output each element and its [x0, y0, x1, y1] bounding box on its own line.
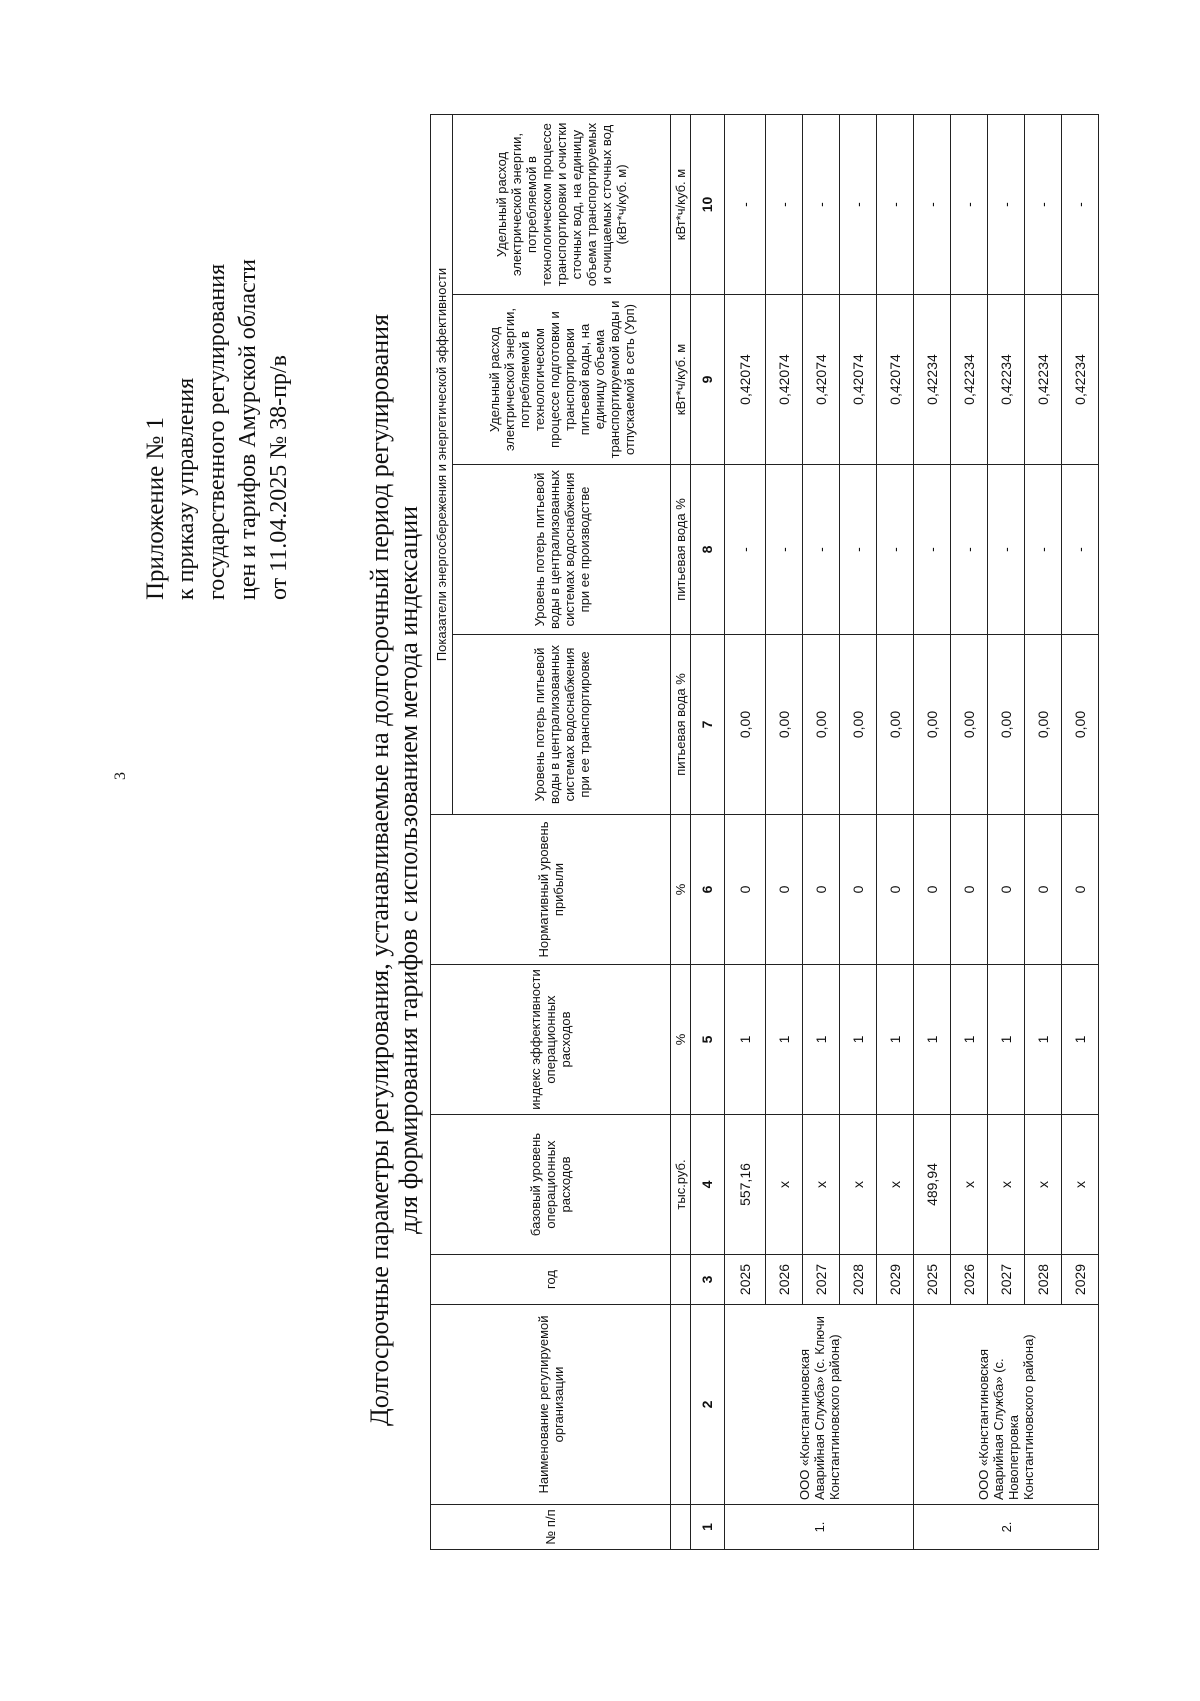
header-num: № п/п — [431, 1505, 671, 1550]
column-number: 10 — [691, 114, 725, 294]
energy-sewage-cell: - — [877, 114, 914, 294]
parameters-table — [430, 114, 1099, 1550]
profit-level-cell: 0 — [803, 815, 840, 965]
year-cell: 2027 — [803, 1255, 840, 1305]
loss-production-cell: - — [988, 465, 1025, 635]
unit-base: тыс.руб. — [671, 1115, 691, 1255]
base-opex-cell: x — [1025, 1115, 1062, 1255]
year-cell: 2029 — [877, 1255, 914, 1305]
column-number: 4 — [691, 1115, 725, 1255]
row-number: 2. — [914, 1505, 1099, 1550]
loss-transport-cell: 0,00 — [914, 635, 951, 815]
efficiency-index-cell: 1 — [877, 965, 914, 1115]
base-opex-cell: 489,94 — [914, 1115, 951, 1255]
header-energy-water: Удельный расход электрической энергии, потребляемой в технологическом процессе подготовки и транспортировки питьевой воды, на единицу объема транспортируемой воды и отпускаемой в сеть (Урп) — [453, 295, 671, 465]
loss-transport-cell: 0,00 — [840, 635, 877, 815]
loss-transport-cell: 0,00 — [766, 635, 803, 815]
header-base-opex: базовый уровень операционных расходов — [431, 1115, 671, 1255]
profit-level-cell: 0 — [951, 815, 988, 965]
efficiency-index-cell: 1 — [951, 965, 988, 1115]
energy-water-cell: 0,42074 — [803, 295, 840, 465]
year-cell: 2029 — [1062, 1255, 1099, 1305]
header-loss-transport: Уровень потерь питьевой воды в централизованных системах водоснабжения при ее транспортировке — [453, 635, 671, 815]
header-profit-level: Нормативный уровень прибыли — [431, 815, 671, 965]
column-number: 1 — [691, 1505, 725, 1550]
loss-transport-cell: 0,00 — [803, 635, 840, 815]
profit-level-cell: 0 — [840, 815, 877, 965]
energy-water-cell: 0,42234 — [1025, 295, 1062, 465]
row-number: 1. — [725, 1505, 914, 1550]
appendix-line: государственного регулирования — [204, 263, 230, 600]
efficiency-index-cell: 1 — [840, 965, 877, 1115]
unit-energy-water: кВт*ч/куб. м — [671, 295, 691, 465]
document-title-line: для формирования тарифов с использованием метода индексации — [394, 505, 423, 1235]
loss-production-cell: - — [766, 465, 803, 635]
unit-cell — [671, 1255, 691, 1305]
loss-production-cell: - — [803, 465, 840, 635]
unit-loss-production: питьевая вода % — [671, 465, 691, 635]
rotated-page — [40, 60, 1160, 1660]
column-number: 8 — [691, 465, 725, 635]
loss-production-cell: - — [840, 465, 877, 635]
unit-cell — [671, 1505, 691, 1550]
document-title-line: Долгосрочные параметры регулирования, устанавливаемые на долгосрочный период регулирования — [365, 313, 394, 1427]
energy-water-cell: 0,42074 — [840, 295, 877, 465]
loss-transport-cell: 0,00 — [1025, 635, 1062, 815]
energy-sewage-cell: - — [951, 114, 988, 294]
header-year: год — [431, 1255, 671, 1305]
efficiency-index-cell: 1 — [988, 965, 1025, 1115]
base-opex-cell: x — [840, 1115, 877, 1255]
column-number: 9 — [691, 295, 725, 465]
efficiency-index-cell: 1 — [1062, 965, 1099, 1115]
profit-level-cell: 0 — [766, 815, 803, 965]
base-opex-cell: x — [766, 1115, 803, 1255]
energy-sewage-cell: - — [1062, 114, 1099, 294]
energy-sewage-cell: - — [988, 114, 1025, 294]
header-loss-production: Уровень потерь питьевой воды в централизованных системах водоснабжения при ее производстве — [453, 465, 671, 635]
efficiency-index-cell: 1 — [725, 965, 766, 1115]
energy-sewage-cell: - — [766, 114, 803, 294]
base-opex-cell: x — [803, 1115, 840, 1255]
header-efficiency-index: индекс эффективности операционных расходов — [431, 965, 671, 1115]
unit-cell — [671, 1305, 691, 1505]
energy-sewage-cell: - — [914, 114, 951, 294]
base-opex-cell: x — [988, 1115, 1025, 1255]
energy-sewage-cell: - — [803, 114, 840, 294]
loss-production-cell: - — [1025, 465, 1062, 635]
loss-production-cell: - — [877, 465, 914, 635]
profit-level-cell: 0 — [725, 815, 766, 965]
efficiency-index-cell: 1 — [803, 965, 840, 1115]
base-opex-cell: 557,16 — [725, 1115, 766, 1255]
energy-water-cell: 0,42074 — [725, 295, 766, 465]
loss-transport-cell: 0,00 — [951, 635, 988, 815]
unit-index: % — [671, 965, 691, 1115]
appendix-block — [140, 100, 295, 600]
year-cell: 2028 — [840, 1255, 877, 1305]
profit-level-cell: 0 — [1025, 815, 1062, 965]
page-number: 3 — [112, 772, 129, 780]
efficiency-index-cell: 1 — [914, 965, 951, 1115]
loss-production-cell: - — [725, 465, 766, 635]
energy-sewage-cell: - — [725, 114, 766, 294]
header-energy-group: Показатели энергосбережения и энергетической эффективности — [431, 114, 453, 814]
energy-water-cell: 0,42234 — [988, 295, 1025, 465]
year-cell: 2025 — [725, 1255, 766, 1305]
energy-water-cell: 0,42074 — [766, 295, 803, 465]
profit-level-cell: 0 — [877, 815, 914, 965]
column-number: 6 — [691, 815, 725, 965]
column-number: 5 — [691, 965, 725, 1115]
year-cell: 2028 — [1025, 1255, 1062, 1305]
energy-water-cell: 0,42234 — [951, 295, 988, 465]
efficiency-index-cell: 1 — [1025, 965, 1062, 1115]
energy-water-cell: 0,42234 — [914, 295, 951, 465]
appendix-line: цен и тарифов Амурской области — [235, 258, 261, 600]
energy-water-cell: 0,42234 — [1062, 295, 1099, 465]
column-number: 2 — [691, 1305, 725, 1505]
loss-transport-cell: 0,00 — [1062, 635, 1099, 815]
profit-level-cell: 0 — [1062, 815, 1099, 965]
loss-production-cell: - — [1062, 465, 1099, 635]
table-row — [725, 114, 766, 1549]
energy-sewage-cell: - — [1025, 114, 1062, 294]
year-cell: 2026 — [766, 1255, 803, 1305]
unit-energy-sewage: кВт*ч/куб. м — [671, 114, 691, 294]
year-cell: 2025 — [914, 1255, 951, 1305]
unit-profit: % — [671, 815, 691, 965]
header-energy-sewage: Удельный расход электрической энергии, потребляемой в технологическом процессе транспортировки и очистки сточных вод, на единицу объема транспортируемых и очищаемых сточных вод (кВт*ч/куб. м) — [453, 114, 671, 294]
appendix-line: к приказу управления — [173, 377, 199, 600]
organization-name: ООО «Константиновская Аварийная Служба» (с. Ключи Константиновского района) — [725, 1305, 914, 1505]
efficiency-index-cell: 1 — [766, 965, 803, 1115]
appendix-line: от 11.04.2025 № 38-пр/в — [266, 354, 292, 600]
loss-transport-cell: 0,00 — [877, 635, 914, 815]
year-cell: 2026 — [951, 1255, 988, 1305]
profit-level-cell: 0 — [988, 815, 1025, 965]
base-opex-cell: x — [1062, 1115, 1099, 1255]
profit-level-cell: 0 — [914, 815, 951, 965]
loss-transport-cell: 0,00 — [725, 635, 766, 815]
base-opex-cell: x — [877, 1115, 914, 1255]
column-number: 3 — [691, 1255, 725, 1305]
header-org: Наименование регулируемой организации — [431, 1305, 671, 1505]
appendix-title: Приложение № 1 — [142, 416, 169, 600]
energy-water-cell: 0,42074 — [877, 295, 914, 465]
loss-transport-cell: 0,00 — [988, 635, 1025, 815]
loss-production-cell: - — [914, 465, 951, 635]
base-opex-cell: x — [951, 1115, 988, 1255]
column-number: 7 — [691, 635, 725, 815]
energy-sewage-cell: - — [840, 114, 877, 294]
document-title — [365, 140, 423, 1600]
loss-production-cell: - — [951, 465, 988, 635]
year-cell: 2027 — [988, 1255, 1025, 1305]
unit-loss-transport: питьевая вода % — [671, 635, 691, 815]
table-row — [914, 114, 951, 1549]
organization-name: ООО «Константиновская Аварийная Служба» (с. Новопетровка Константиновского района) — [914, 1305, 1099, 1505]
